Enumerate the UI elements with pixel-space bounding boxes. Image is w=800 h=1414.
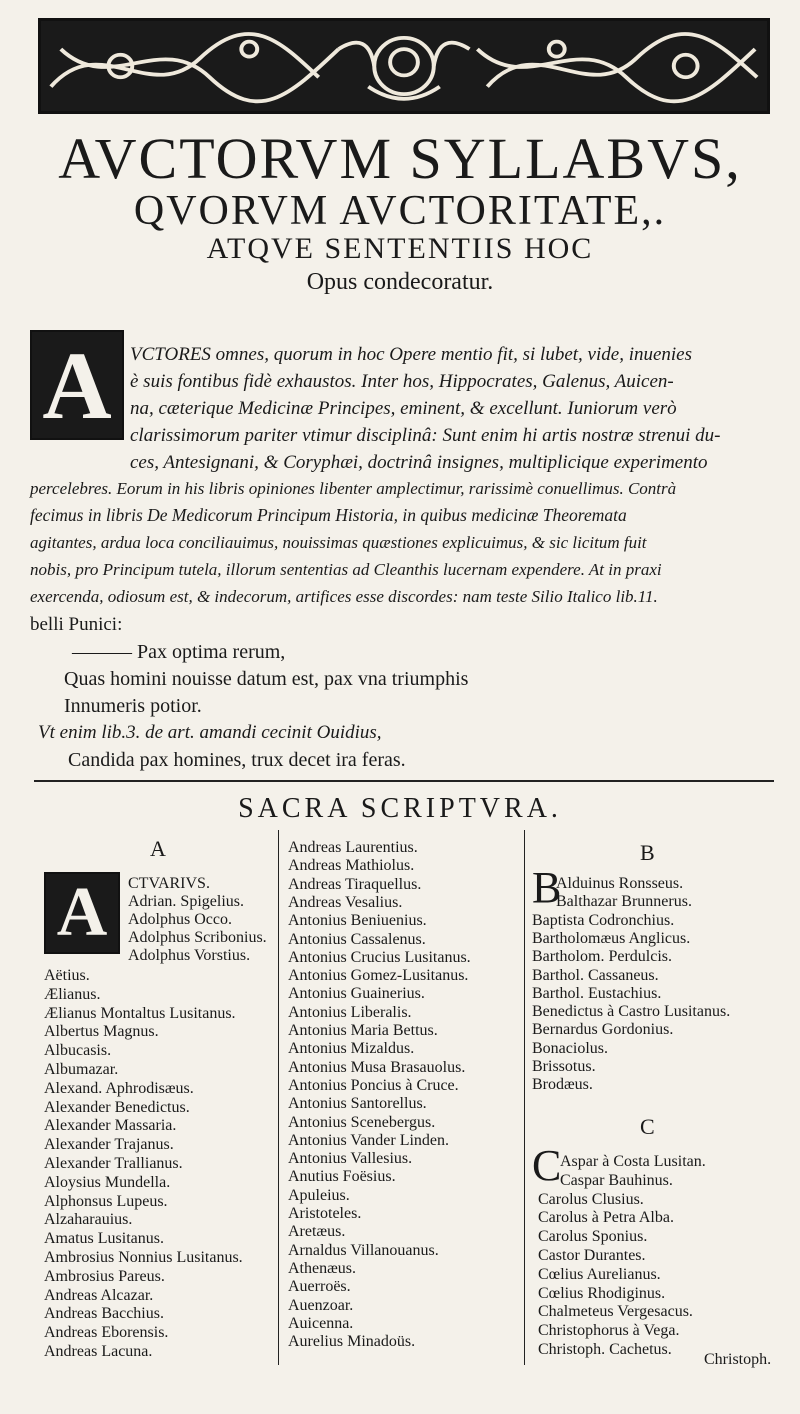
- author-entry: Adolphus Vorstius.: [128, 947, 251, 964]
- author-entry: Adolphus Scribonius.: [128, 929, 267, 946]
- section-title: SACRA SCRIPTVRA.: [238, 793, 562, 824]
- verse-line: Candida pax homines, trux decet ira feras.: [68, 749, 406, 771]
- decorated-initial-letter: A: [42, 331, 112, 439]
- title-line-1: AVCTORVM SYLLABVS,: [58, 126, 742, 191]
- intro-line: è suis fontibus fidè exhaustos. Inter hos, Hippocrates, Galenus, Auicen-: [130, 371, 674, 392]
- author-entry: Ælianus.: [44, 985, 101, 1003]
- author-entry: Bonaciolus.: [532, 1039, 608, 1057]
- author-entry: Brodæus.: [532, 1076, 593, 1094]
- author-entry: Aretæus.: [288, 1223, 346, 1241]
- intro-line: fecimus in libris De Medicorum Principum Historia, in quibus medicinæ Theoremata: [30, 505, 627, 525]
- intro-line: nobis, pro Principum tutela, illorum sententias ad Cleanthis lucernam expendere. At in praxi: [30, 560, 662, 579]
- author-entry: Antonius Cassalenus.: [288, 930, 426, 948]
- author-entry: Ælianus Montaltus Lusitanus.: [44, 1004, 236, 1022]
- column-divider: [524, 830, 525, 1365]
- author-entry: Baptista Codronchius.: [532, 911, 675, 929]
- author-entry: Alduinus Ronsseus.: [556, 875, 684, 892]
- author-entry: Cœlius Aurelianus.: [538, 1265, 661, 1283]
- author-entry: Andreas Tiraquellus.: [288, 875, 422, 893]
- author-entry: Antonius Crucius Lusitanus.: [288, 948, 471, 966]
- verse-line: ——— Pax optima rerum,: [72, 641, 286, 663]
- intro-line: na, cæterique Medicinæ Principes, eminent, & excellunt. Iuniorum verò: [130, 398, 677, 419]
- author-entry: Chalmeteus Vergesacus.: [538, 1303, 693, 1321]
- author-entry: Alexander Trallianus.: [44, 1155, 183, 1172]
- author-entry: Alphonsus Lupeus.: [44, 1192, 168, 1210]
- author-entry: Arnaldus Villanouanus.: [288, 1241, 439, 1259]
- decorated-initial-small-letter: A: [56, 874, 108, 951]
- author-entry: Antonius Mizaldus.: [288, 1040, 415, 1058]
- author-entry: Bartholomæus Anglicus.: [532, 929, 691, 947]
- author-entry: Cœlius Rhodiginus.: [538, 1284, 666, 1302]
- author-entry: Christoph. Cachetus.: [538, 1341, 672, 1358]
- author-entry: Balthazar Brunnerus.: [556, 893, 692, 911]
- author-entry: Adolphus Occo.: [128, 911, 232, 928]
- author-entry: Aspar à Costa Lusitan.: [560, 1153, 706, 1170]
- author-entry: Amatus Lusitanus.: [44, 1230, 164, 1248]
- author-entry: Antonius Santorellus.: [288, 1095, 427, 1113]
- author-entry: Antonius Gomez-Lusitanus.: [288, 967, 469, 985]
- author-entry: Bartholom. Perdulcis.: [532, 948, 672, 966]
- column-letter-c: C: [640, 1114, 655, 1139]
- author-entry: Bernardus Gordonius.: [532, 1021, 674, 1039]
- horizontal-rule: [34, 780, 774, 782]
- author-entry: Auerroës.: [288, 1278, 351, 1296]
- author-entry: Antonius Beniuenius.: [288, 912, 427, 930]
- column-letter-b: B: [640, 840, 655, 865]
- author-entry: Aloysius Mundella.: [44, 1173, 171, 1191]
- author-entry: Benedictus à Castro Lusitanus.: [532, 1003, 731, 1021]
- column-letter-a: A: [150, 836, 166, 861]
- author-entry: Antonius Vander Linden.: [288, 1131, 450, 1149]
- author-entry: Andreas Bacchius.: [44, 1305, 164, 1323]
- author-entry: Adrian. Spigelius.: [128, 893, 244, 910]
- author-entry: Alexander Trajanus.: [44, 1136, 174, 1154]
- author-entry: Carolus Sponius.: [538, 1228, 648, 1246]
- author-entry: Antonius Liberalis.: [288, 1003, 412, 1021]
- intro-line: clarissimorum pariter vtimur disciplinâ: Sunt enim hi artis nostræ strenui du-: [130, 425, 721, 446]
- intro-line: VCTORES omnes, quorum in hoc Opere mentio fit, si lubet, vide, inuenies: [130, 344, 693, 365]
- column-divider: [278, 830, 279, 1365]
- author-entry: Antonius Guainerius.: [288, 985, 425, 1003]
- author-entry: Barthol. Eustachius.: [532, 984, 662, 1002]
- author-entry: Antonius Poncius à Cruce.: [288, 1076, 459, 1094]
- author-entry: Andreas Alcazar.: [44, 1286, 154, 1304]
- author-entry: Andreas Vesalius.: [288, 893, 403, 911]
- author-entry: Anutius Foësius.: [288, 1168, 396, 1186]
- author-entry: Castor Durantes.: [538, 1247, 646, 1264]
- foliage-ornament-icon: [41, 21, 767, 111]
- verse-line: Quas homini nouisse datum est, pax vna triumphis: [64, 668, 469, 690]
- catchword: Christoph.: [704, 1351, 772, 1368]
- intro-line: belli Punici:: [30, 614, 123, 635]
- author-entry: Brissotus.: [532, 1058, 596, 1075]
- initial-letter-c: C: [532, 1141, 562, 1190]
- author-entry: Andreas Eborensis.: [44, 1324, 169, 1342]
- author-entry: Alzaharauius.: [44, 1211, 133, 1229]
- author-entry: Alexander Benedictus.: [44, 1098, 190, 1116]
- author-entry: Aristoteles.: [288, 1205, 362, 1222]
- author-entry: Auicenna.: [288, 1314, 354, 1332]
- author-entry: Caspar Bauhinus.: [560, 1171, 673, 1189]
- initial-letter-b: B: [532, 863, 562, 912]
- author-entry: Athenæus.: [288, 1259, 356, 1277]
- author-entry: Carolus à Petra Alba.: [538, 1209, 674, 1227]
- author-entry: Alexander Massaria.: [44, 1117, 177, 1135]
- author-entry: Aëtius.: [44, 967, 90, 984]
- decorated-initial-small: [44, 872, 120, 954]
- author-entry: Christophorus à Vega.: [538, 1322, 680, 1340]
- author-entry: Ambrosius Pareus.: [44, 1267, 165, 1285]
- author-entry: Antonius Musa Brasauolus.: [288, 1058, 466, 1076]
- author-entry: Ambrosius Nonnius Lusitanus.: [44, 1249, 243, 1266]
- title-line-3: ATQVE SENTENTIIS HOC: [206, 232, 594, 265]
- title-line-2: QVORVM AVCTORITATE,.: [133, 188, 667, 234]
- author-entry: Antonius Maria Bettus.: [288, 1022, 438, 1039]
- author-entry: CTVARIVS.: [128, 875, 210, 892]
- author-entry: Andreas Lacuna.: [44, 1343, 153, 1360]
- author-entry: Albucasis.: [44, 1042, 112, 1060]
- author-entry: Barthol. Cassaneus.: [532, 966, 659, 984]
- intro-line: percelebres. Eorum in his libris opiniones libenter amplectimur, rarissimè conuellimus. Contrà: [30, 479, 677, 498]
- ovid-line: Vt enim lib.3. de art. amandi cecinit Ouidius,: [38, 722, 382, 743]
- author-entry: Albumazar.: [44, 1061, 119, 1078]
- intro-line: agitantes, ardua loca conciliauimus, nouissimas quæstiones explicuimus, & sic licitum fuit: [30, 533, 647, 552]
- author-entry: Antonius Scenebergus.: [288, 1113, 436, 1131]
- title-line-4: Opus condecoratur.: [306, 269, 494, 295]
- author-entry: Auenzoar.: [288, 1296, 354, 1314]
- author-entry: Albertus Magnus.: [44, 1023, 159, 1041]
- intro-line: ces, Antesignani, & Coryphæi, doctrinâ insignes, multiplicique experimento: [130, 452, 708, 473]
- author-entry: Antonius Vallesius.: [288, 1150, 413, 1168]
- intro-line: exercenda, odiosum est, & indecorum, artifices esse discordes: nam teste Silio Italico lib.11.: [30, 587, 658, 606]
- ornamental-headpiece: [38, 18, 770, 114]
- author-entry: Alexand. Aphrodisæus.: [44, 1079, 194, 1097]
- author-entry: Carolus Clusius.: [538, 1190, 644, 1208]
- verse-line: Innumeris potior.: [64, 695, 202, 717]
- decorated-initial: [30, 330, 124, 440]
- author-entry: Apuleius.: [288, 1186, 350, 1204]
- author-entry: Andreas Mathiolus.: [288, 857, 415, 875]
- author-entry: Aurelius Minadoüs.: [288, 1333, 416, 1351]
- author-entry: Andreas Laurentius.: [288, 839, 418, 856]
